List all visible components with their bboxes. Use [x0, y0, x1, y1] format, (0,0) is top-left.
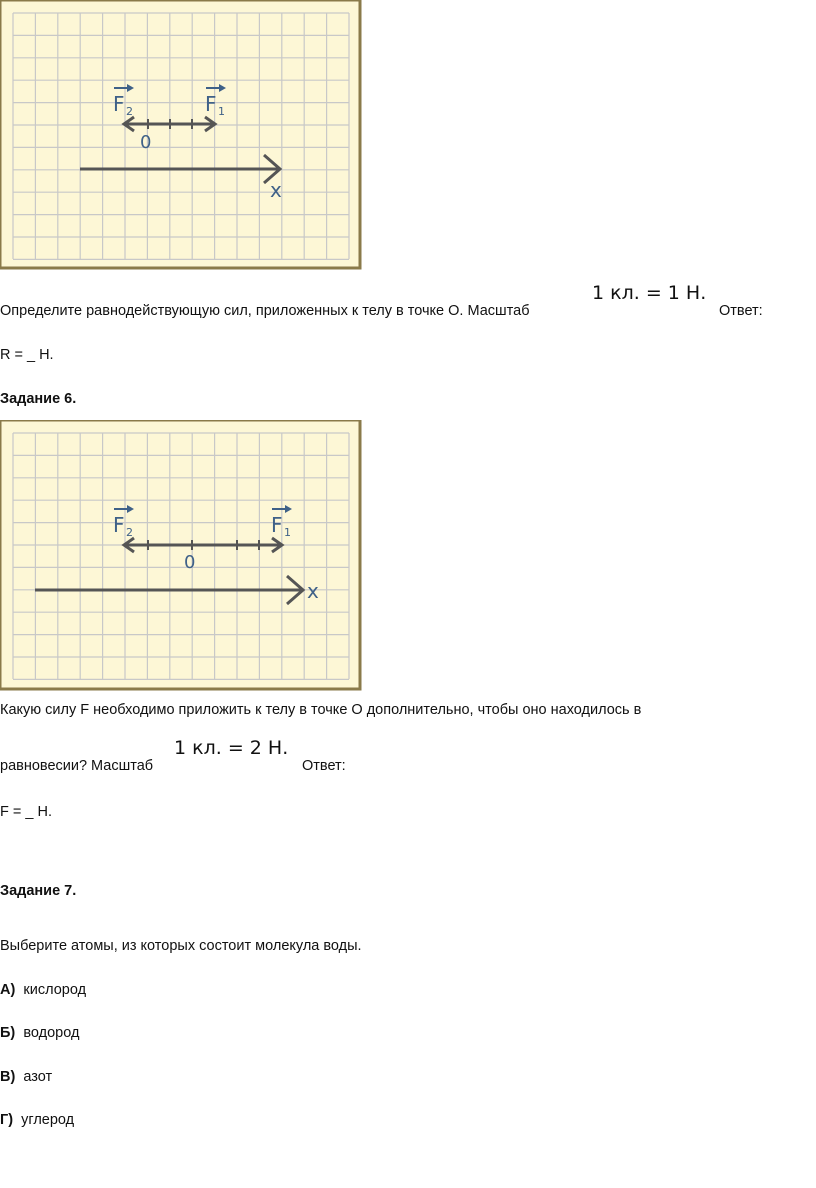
option-text: кислород	[23, 982, 87, 998]
f2-label: F	[113, 513, 125, 537]
option-letter: Б)	[0, 1025, 16, 1041]
task6-heading: Задание 6.	[0, 391, 77, 407]
f1-label: F	[205, 92, 217, 116]
task5-scale-formula: 1 кл. = 1 Н.	[592, 282, 707, 304]
task6-scale-formula: 1 кл. = 2 Н.	[174, 737, 289, 759]
option-letter: Г)	[0, 1112, 14, 1128]
origin-label: 0	[140, 132, 152, 153]
option-text: водород	[23, 1025, 80, 1041]
task7-question: Выберите атомы, из которых состоит молекула воды.	[0, 938, 362, 954]
task5-answer-line: R = _ Н.	[0, 347, 54, 363]
option-text: углерод	[21, 1112, 75, 1128]
figure-task5	[0, 0, 362, 270]
f1-label: F	[271, 513, 283, 537]
answer-option-c[interactable]	[0, 1068, 52, 1086]
f1-subscript: 1	[284, 526, 291, 539]
force-diagram-1	[0, 0, 362, 270]
option-letter: А)	[0, 982, 16, 998]
task6-question-line1: Какую силу F необходимо приложить к телу в точке О дополнительно, чтобы оно находилось в	[0, 702, 642, 718]
task7-heading: Задание 7.	[0, 883, 77, 899]
option-letter: В)	[0, 1069, 16, 1085]
option-text: азот	[23, 1069, 53, 1085]
f2-subscript: 2	[126, 105, 133, 118]
answer-option-a[interactable]	[0, 981, 86, 999]
answer-option-b[interactable]	[0, 1024, 79, 1042]
x-axis-label: x	[307, 579, 319, 603]
task5-question: Определите равнодействующую сил, приложенных к телу в точке О. Масштаб	[0, 303, 530, 319]
x-axis-label: x	[270, 178, 282, 202]
force-diagram-2	[0, 420, 362, 691]
f1-subscript: 1	[218, 105, 225, 118]
f2-label: F	[113, 92, 125, 116]
task5-answer-label: Ответ:	[719, 303, 763, 319]
answer-option-d[interactable]	[0, 1111, 74, 1129]
task6-answer-line: F = _ Н.	[0, 804, 52, 820]
origin-label: 0	[184, 552, 196, 573]
f2-subscript: 2	[126, 526, 133, 539]
figure-task6	[0, 420, 362, 691]
task6-answer-label: Ответ:	[302, 758, 346, 774]
task6-question-line2: равновесии? Масштаб	[0, 758, 154, 774]
